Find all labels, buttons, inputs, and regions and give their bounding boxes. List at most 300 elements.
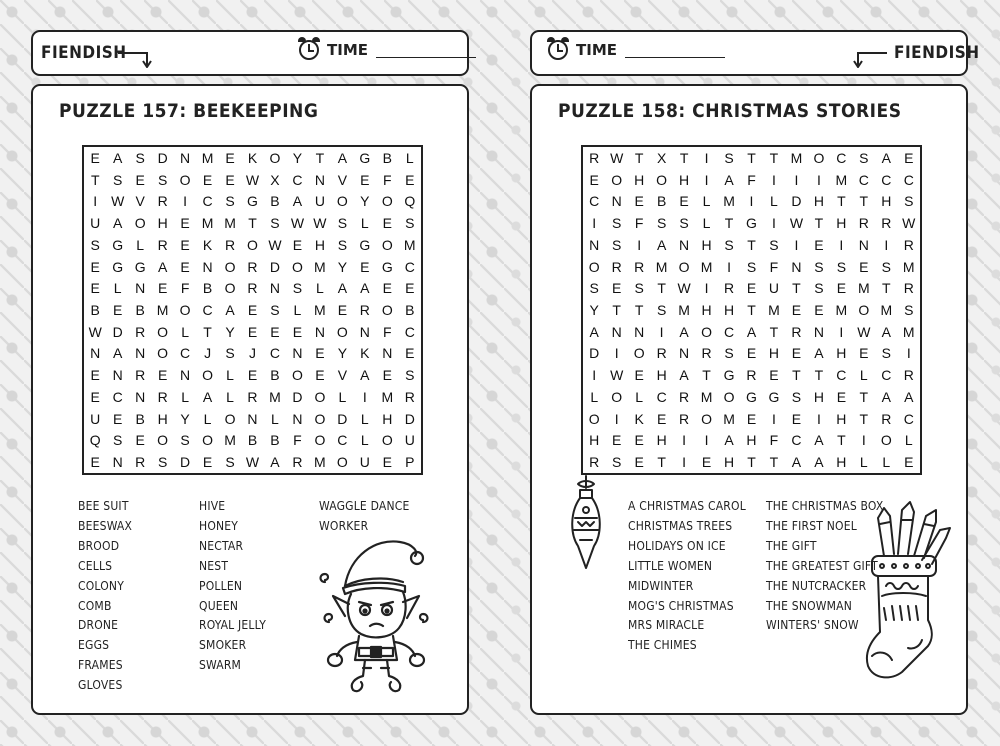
grid-letter[interactable]: E — [634, 193, 644, 210]
grid-letter[interactable]: H — [881, 193, 892, 210]
grid-letter[interactable]: E — [292, 236, 303, 253]
grid-letter[interactable]: N — [112, 454, 123, 471]
grid-letter[interactable]: A — [337, 280, 348, 297]
grid-letter[interactable]: R — [679, 410, 690, 427]
grid-letter[interactable]: O — [723, 388, 735, 405]
grid-letter[interactable]: E — [315, 367, 325, 384]
grid-letter[interactable]: I — [183, 193, 188, 210]
grid-letter[interactable]: A — [157, 258, 168, 275]
grid-letter[interactable]: C — [836, 149, 847, 166]
letter-grid[interactable] — [82, 145, 423, 475]
grid-letter[interactable]: C — [202, 301, 213, 318]
grid-letter[interactable]: E — [113, 301, 123, 318]
grid-letter[interactable]: E — [90, 367, 100, 384]
grid-letter[interactable]: A — [679, 323, 689, 340]
grid-letter[interactable]: X — [656, 149, 667, 166]
grid-letter[interactable]: O — [381, 193, 393, 210]
grid-letter[interactable]: G — [134, 258, 146, 275]
grid-letter[interactable]: H — [836, 345, 847, 362]
grid-letter[interactable]: E — [589, 171, 599, 188]
grid-letter[interactable]: E — [791, 345, 802, 362]
grid-letter[interactable]: A — [337, 149, 348, 166]
grid-letter[interactable]: C — [903, 171, 914, 188]
grid-letter[interactable]: I — [839, 323, 844, 340]
grid-letter[interactable]: S — [612, 236, 622, 253]
grid-letter[interactable]: T — [634, 301, 644, 318]
grid-letter[interactable]: D — [337, 410, 348, 427]
grid-letter[interactable]: D — [157, 149, 168, 166]
grid-letter[interactable]: T — [203, 323, 212, 340]
grid-letter[interactable]: R — [157, 193, 168, 210]
grid-letter[interactable]: R — [723, 280, 735, 297]
grid-letter[interactable]: E — [769, 367, 779, 384]
grid-letter[interactable]: D — [589, 345, 600, 362]
grid-letter[interactable]: R — [611, 258, 622, 275]
grid-letter[interactable]: N — [589, 236, 600, 253]
grid-letter[interactable]: C — [292, 171, 303, 188]
grid-letter[interactable]: N — [634, 323, 645, 340]
grid-letter[interactable]: T — [769, 454, 779, 471]
grid-letter[interactable]: W — [902, 215, 916, 232]
grid-letter[interactable]: I — [637, 236, 642, 253]
grid-letter[interactable]: E — [791, 410, 802, 427]
grid-letter[interactable]: L — [882, 454, 891, 471]
grid-letter[interactable]: O — [588, 258, 600, 275]
grid-letter[interactable]: M — [224, 215, 236, 232]
grid-letter[interactable]: R — [791, 323, 802, 340]
grid-letter[interactable]: O — [157, 323, 169, 340]
grid-letter[interactable]: S — [337, 215, 348, 232]
grid-letter[interactable]: R — [135, 367, 146, 384]
grid-letter[interactable]: C — [269, 345, 281, 362]
grid-letter[interactable]: M — [835, 301, 848, 318]
grid-letter[interactable]: T — [747, 149, 756, 166]
grid-letter[interactable]: R — [881, 410, 892, 427]
grid-letter[interactable]: B — [270, 432, 280, 449]
grid-letter[interactable]: L — [405, 149, 414, 166]
grid-letter[interactable]: N — [135, 345, 146, 362]
grid-letter[interactable]: N — [813, 323, 824, 340]
grid-letter[interactable]: T — [612, 301, 621, 318]
grid-letter[interactable]: E — [405, 280, 415, 297]
grid-letter[interactable]: N — [611, 193, 622, 210]
grid-letter[interactable]: W — [245, 454, 260, 471]
grid-letter[interactable]: L — [136, 236, 145, 253]
grid-letter[interactable]: V — [135, 193, 145, 210]
grid-letter[interactable]: W — [245, 171, 260, 188]
grid-letter[interactable]: M — [403, 236, 416, 253]
time-write-line[interactable] — [625, 43, 725, 58]
grid-letter[interactable]: E — [315, 345, 325, 362]
grid-letter[interactable]: M — [768, 301, 780, 318]
grid-letter[interactable]: C — [656, 388, 667, 405]
grid-letter[interactable]: W — [610, 149, 624, 166]
grid-letter[interactable]: I — [727, 258, 731, 275]
grid-letter[interactable]: M — [201, 215, 214, 232]
grid-letter[interactable]: I — [772, 410, 776, 427]
grid-letter[interactable]: S — [634, 280, 644, 297]
grid-letter[interactable]: S — [180, 432, 190, 449]
grid-letter[interactable]: O — [247, 236, 258, 253]
grid-letter[interactable]: K — [360, 345, 370, 362]
grid-letter[interactable]: M — [678, 301, 690, 318]
grid-letter[interactable]: I — [906, 345, 911, 362]
grid-letter[interactable]: C — [180, 345, 191, 362]
grid-letter[interactable]: P — [405, 454, 415, 471]
grid-letter[interactable]: O — [269, 149, 281, 166]
grid-letter[interactable]: O — [701, 410, 712, 427]
grid-letter[interactable]: N — [90, 345, 101, 362]
grid-letter[interactable]: R — [247, 388, 258, 405]
grid-letter[interactable]: E — [90, 388, 100, 405]
grid-letter[interactable]: G — [381, 258, 393, 275]
grid-letter[interactable]: L — [702, 215, 711, 232]
grid-letter[interactable]: M — [700, 258, 713, 275]
grid-letter[interactable]: S — [612, 454, 622, 471]
grid-letter[interactable]: E — [814, 236, 824, 253]
grid-letter[interactable]: I — [659, 323, 664, 340]
grid-letter[interactable]: H — [679, 171, 690, 188]
grid-letter[interactable]: Y — [589, 301, 599, 318]
grid-letter[interactable]: R — [903, 367, 914, 384]
grid-letter[interactable]: E — [836, 388, 847, 405]
grid-letter[interactable]: E — [701, 454, 712, 471]
grid-letter[interactable]: S — [904, 301, 914, 318]
grid-letter[interactable]: S — [225, 193, 235, 210]
grid-letter[interactable]: L — [904, 432, 913, 449]
grid-letter[interactable]: O — [701, 323, 712, 340]
grid-letter[interactable]: R — [247, 258, 258, 275]
grid-letter[interactable]: C — [903, 410, 914, 427]
grid-letter[interactable]: S — [724, 149, 734, 166]
grid-letter[interactable]: E — [634, 454, 644, 471]
grid-letter[interactable]: T — [859, 193, 869, 210]
grid-letter[interactable]: L — [226, 367, 234, 384]
grid-letter[interactable]: E — [382, 367, 392, 384]
grid-letter[interactable]: I — [839, 236, 844, 253]
grid-letter[interactable]: C — [791, 432, 802, 449]
grid-letter[interactable]: F — [293, 432, 302, 449]
grid-letter[interactable]: E — [859, 345, 869, 362]
grid-letter[interactable]: M — [790, 149, 803, 166]
grid-letter[interactable]: E — [405, 171, 415, 188]
grid-letter[interactable]: L — [590, 388, 599, 405]
grid-letter[interactable]: B — [656, 193, 667, 210]
grid-letter[interactable]: E — [814, 301, 824, 318]
grid-letter[interactable]: W — [857, 323, 871, 340]
grid-letter[interactable]: N — [679, 345, 690, 362]
grid-letter[interactable]: D — [791, 193, 802, 210]
grid-letter[interactable]: S — [656, 215, 667, 232]
grid-letter[interactable]: C — [337, 432, 348, 449]
grid-letter[interactable]: T — [315, 149, 325, 166]
grid-letter[interactable]: R — [679, 388, 690, 405]
grid-letter[interactable]: O — [858, 301, 870, 318]
grid-letter[interactable]: E — [360, 171, 370, 188]
grid-letter[interactable]: M — [700, 388, 713, 405]
grid-letter[interactable]: A — [679, 367, 689, 384]
grid-letter[interactable]: G — [746, 388, 757, 405]
grid-letter[interactable]: B — [135, 301, 145, 318]
grid-letter[interactable]: M — [902, 323, 915, 340]
grid-letter[interactable]: N — [791, 258, 802, 275]
grid-letter[interactable]: C — [723, 323, 735, 340]
grid-letter[interactable]: E — [202, 171, 213, 188]
grid-letter[interactable]: O — [179, 301, 191, 318]
grid-letter[interactable]: F — [383, 323, 392, 340]
grid-letter[interactable]: S — [113, 171, 123, 188]
grid-letter[interactable]: R — [634, 258, 645, 275]
grid-letter[interactable]: L — [315, 280, 324, 297]
grid-letter[interactable]: I — [592, 215, 597, 232]
grid-letter[interactable]: E — [225, 149, 235, 166]
grid-letter[interactable]: H — [813, 193, 824, 210]
grid-letter[interactable]: A — [814, 345, 824, 362]
grid-letter[interactable]: S — [270, 215, 280, 232]
grid-letter[interactable]: E — [247, 367, 258, 384]
grid-letter[interactable]: H — [157, 410, 168, 427]
grid-letter[interactable]: E — [904, 149, 914, 166]
grid-letter[interactable]: A — [881, 323, 891, 340]
grid-letter[interactable]: G — [746, 215, 757, 232]
grid-letter[interactable]: S — [270, 301, 280, 318]
grid-letter[interactable]: C — [404, 258, 415, 275]
grid-letter[interactable]: O — [381, 236, 393, 253]
grid-letter[interactable]: N — [359, 323, 370, 340]
grid-letter[interactable]: R — [404, 388, 415, 405]
grid-letter[interactable]: L — [271, 410, 279, 427]
grid-letter[interactable]: O — [336, 193, 348, 210]
grid-letter[interactable]: M — [201, 149, 214, 166]
grid-letter[interactable]: C — [202, 193, 213, 210]
grid-letter[interactable]: R — [656, 345, 667, 362]
grid-letter[interactable]: R — [247, 280, 258, 297]
grid-letter[interactable]: S — [90, 236, 100, 253]
grid-letter[interactable]: O — [314, 432, 326, 449]
grid-letter[interactable]: F — [180, 280, 190, 297]
grid-letter[interactable]: S — [791, 388, 802, 405]
grid-letter[interactable]: E — [247, 323, 258, 340]
grid-letter[interactable]: A — [881, 388, 891, 405]
grid-letter[interactable]: E — [270, 323, 280, 340]
grid-letter[interactable]: I — [772, 215, 776, 232]
grid-letter[interactable]: S — [814, 280, 824, 297]
grid-letter[interactable]: A — [360, 367, 370, 384]
grid-letter[interactable]: L — [113, 280, 122, 297]
grid-letter[interactable]: O — [291, 258, 303, 275]
grid-letter[interactable]: S — [157, 454, 168, 471]
grid-letter[interactable]: O — [588, 410, 600, 427]
grid-letter[interactable]: O — [157, 345, 169, 362]
grid-letter[interactable]: L — [859, 454, 868, 471]
grid-letter[interactable]: D — [180, 454, 191, 471]
grid-letter[interactable]: E — [634, 367, 644, 384]
grid-letter[interactable]: G — [112, 258, 124, 275]
grid-letter[interactable]: F — [769, 432, 779, 449]
grid-letter[interactable]: R — [589, 454, 600, 471]
grid-letter[interactable]: H — [656, 432, 667, 449]
grid-letter[interactable]: W — [268, 236, 282, 253]
grid-letter[interactable]: S — [225, 345, 235, 362]
grid-letter[interactable]: S — [724, 345, 734, 362]
grid-letter[interactable]: L — [859, 367, 868, 384]
grid-letter[interactable]: Y — [180, 410, 190, 427]
grid-letter[interactable]: E — [225, 171, 235, 188]
grid-letter[interactable]: U — [314, 193, 325, 210]
grid-letter[interactable]: E — [382, 454, 392, 471]
grid-letter[interactable]: M — [224, 432, 236, 449]
grid-letter[interactable]: B — [270, 193, 280, 210]
grid-letter[interactable]: H — [656, 367, 667, 384]
grid-letter[interactable]: M — [723, 193, 735, 210]
grid-letter[interactable]: O — [656, 171, 668, 188]
time-write-line[interactable] — [376, 43, 476, 58]
grid-letter[interactable]: A — [791, 454, 802, 471]
grid-letter[interactable]: M — [902, 258, 915, 275]
grid-letter[interactable]: L — [338, 388, 347, 405]
grid-letter[interactable]: T — [792, 367, 801, 384]
grid-letter[interactable]: O — [336, 454, 348, 471]
grid-letter[interactable]: B — [202, 280, 213, 297]
grid-letter[interactable]: I — [704, 280, 709, 297]
grid-letter[interactable]: E — [202, 454, 213, 471]
grid-letter[interactable]: M — [723, 410, 735, 427]
grid-letter[interactable]: E — [679, 193, 689, 210]
grid-letter[interactable]: O — [678, 258, 690, 275]
grid-letter[interactable]: E — [360, 258, 370, 275]
grid-letter[interactable]: M — [156, 301, 169, 318]
grid-letter[interactable]: S — [769, 236, 779, 253]
grid-letter[interactable]: J — [248, 345, 256, 362]
grid-letter[interactable]: S — [814, 258, 824, 275]
grid-letter[interactable]: R — [881, 215, 892, 232]
grid-letter[interactable]: S — [589, 280, 599, 297]
grid-letter[interactable]: G — [359, 149, 371, 166]
grid-letter[interactable]: E — [180, 236, 190, 253]
grid-letter[interactable]: B — [135, 410, 145, 427]
grid-letter[interactable]: O — [314, 388, 326, 405]
grid-letter[interactable]: A — [360, 280, 370, 297]
grid-letter[interactable]: I — [772, 171, 776, 188]
grid-letter[interactable]: W — [290, 215, 305, 232]
grid-letter[interactable]: D — [269, 258, 281, 275]
grid-letter[interactable]: R — [589, 149, 600, 166]
grid-letter[interactable]: E — [634, 432, 644, 449]
letter-grid[interactable] — [581, 145, 922, 475]
grid-letter[interactable]: L — [360, 215, 369, 232]
grid-letter[interactable]: C — [858, 171, 869, 188]
grid-letter[interactable]: H — [157, 215, 168, 232]
grid-letter[interactable]: W — [111, 193, 125, 210]
grid-letter[interactable]: U — [359, 454, 370, 471]
grid-letter[interactable]: O — [381, 432, 393, 449]
grid-letter[interactable]: S — [746, 258, 757, 275]
grid-letter[interactable]: I — [704, 171, 709, 188]
grid-letter[interactable]: A — [881, 149, 891, 166]
grid-letter[interactable]: I — [614, 345, 619, 362]
grid-letter[interactable]: I — [794, 171, 799, 188]
grid-letter[interactable]: N — [679, 236, 690, 253]
grid-letter[interactable]: R — [135, 454, 146, 471]
grid-letter[interactable]: S — [859, 149, 869, 166]
grid-letter[interactable]: H — [723, 301, 735, 318]
grid-letter[interactable]: S — [881, 345, 891, 362]
grid-letter[interactable]: R — [903, 280, 914, 297]
grid-letter[interactable]: K — [247, 149, 258, 166]
grid-letter[interactable]: E — [90, 149, 100, 166]
grid-letter[interactable]: N — [202, 258, 213, 275]
grid-letter[interactable]: C — [881, 171, 892, 188]
grid-letter[interactable]: N — [858, 236, 869, 253]
grid-letter[interactable]: A — [814, 454, 824, 471]
grid-letter[interactable]: V — [337, 171, 348, 188]
grid-letter[interactable]: R — [157, 388, 168, 405]
grid-letter[interactable]: S — [157, 171, 168, 188]
grid-letter[interactable]: H — [589, 432, 600, 449]
grid-letter[interactable]: E — [904, 454, 914, 471]
grid-letter[interactable]: W — [610, 367, 624, 384]
grid-letter[interactable]: O — [224, 258, 236, 275]
grid-letter[interactable]: N — [314, 171, 325, 188]
grid-letter[interactable]: E — [292, 323, 303, 340]
grid-letter[interactable]: N — [611, 323, 622, 340]
grid-letter[interactable]: L — [181, 388, 189, 405]
grid-letter[interactable]: H — [813, 388, 824, 405]
grid-letter[interactable]: H — [634, 171, 645, 188]
grid-letter[interactable]: E — [90, 258, 100, 275]
grid-letter[interactable]: O — [202, 367, 213, 384]
grid-letter[interactable]: V — [337, 367, 348, 384]
grid-letter[interactable]: H — [382, 410, 393, 427]
grid-letter[interactable]: L — [360, 410, 369, 427]
grid-letter[interactable]: Y — [225, 323, 235, 340]
grid-letter[interactable]: M — [314, 301, 326, 318]
grid-letter[interactable]: G — [723, 367, 735, 384]
grid-letter[interactable]: O — [314, 410, 326, 427]
grid-letter[interactable]: I — [884, 236, 889, 253]
grid-letter[interactable]: S — [679, 215, 689, 232]
grid-letter[interactable]: U — [768, 280, 780, 297]
grid-letter[interactable]: E — [746, 280, 757, 297]
grid-letter[interactable]: R — [701, 345, 712, 362]
grid-letter[interactable]: Y — [337, 258, 348, 275]
grid-letter[interactable]: G — [247, 193, 258, 210]
grid-letter[interactable]: N — [180, 149, 191, 166]
grid-letter[interactable]: O — [224, 280, 236, 297]
grid-letter[interactable]: E — [656, 410, 667, 427]
grid-letter[interactable]: X — [270, 171, 280, 188]
grid-letter[interactable]: E — [746, 410, 757, 427]
grid-letter[interactable]: R — [135, 323, 146, 340]
grid-letter[interactable]: M — [835, 171, 848, 188]
grid-letter[interactable]: C — [836, 367, 847, 384]
grid-letter[interactable]: H — [836, 410, 847, 427]
grid-letter[interactable]: I — [682, 454, 687, 471]
grid-letter[interactable]: T — [679, 149, 689, 166]
grid-letter[interactable]: B — [382, 149, 392, 166]
grid-letter[interactable]: T — [769, 323, 779, 340]
grid-letter[interactable]: T — [814, 215, 824, 232]
grid-letter[interactable]: L — [360, 432, 369, 449]
grid-letter[interactable]: T — [859, 388, 869, 405]
grid-letter[interactable]: E — [180, 258, 190, 275]
grid-letter[interactable]: I — [816, 171, 821, 188]
grid-letter[interactable]: K — [634, 410, 644, 427]
grid-letter[interactable]: G — [768, 388, 780, 405]
grid-letter[interactable]: R — [746, 367, 757, 384]
grid-letter[interactable]: I — [861, 432, 866, 449]
grid-letter[interactable]: R — [157, 236, 168, 253]
